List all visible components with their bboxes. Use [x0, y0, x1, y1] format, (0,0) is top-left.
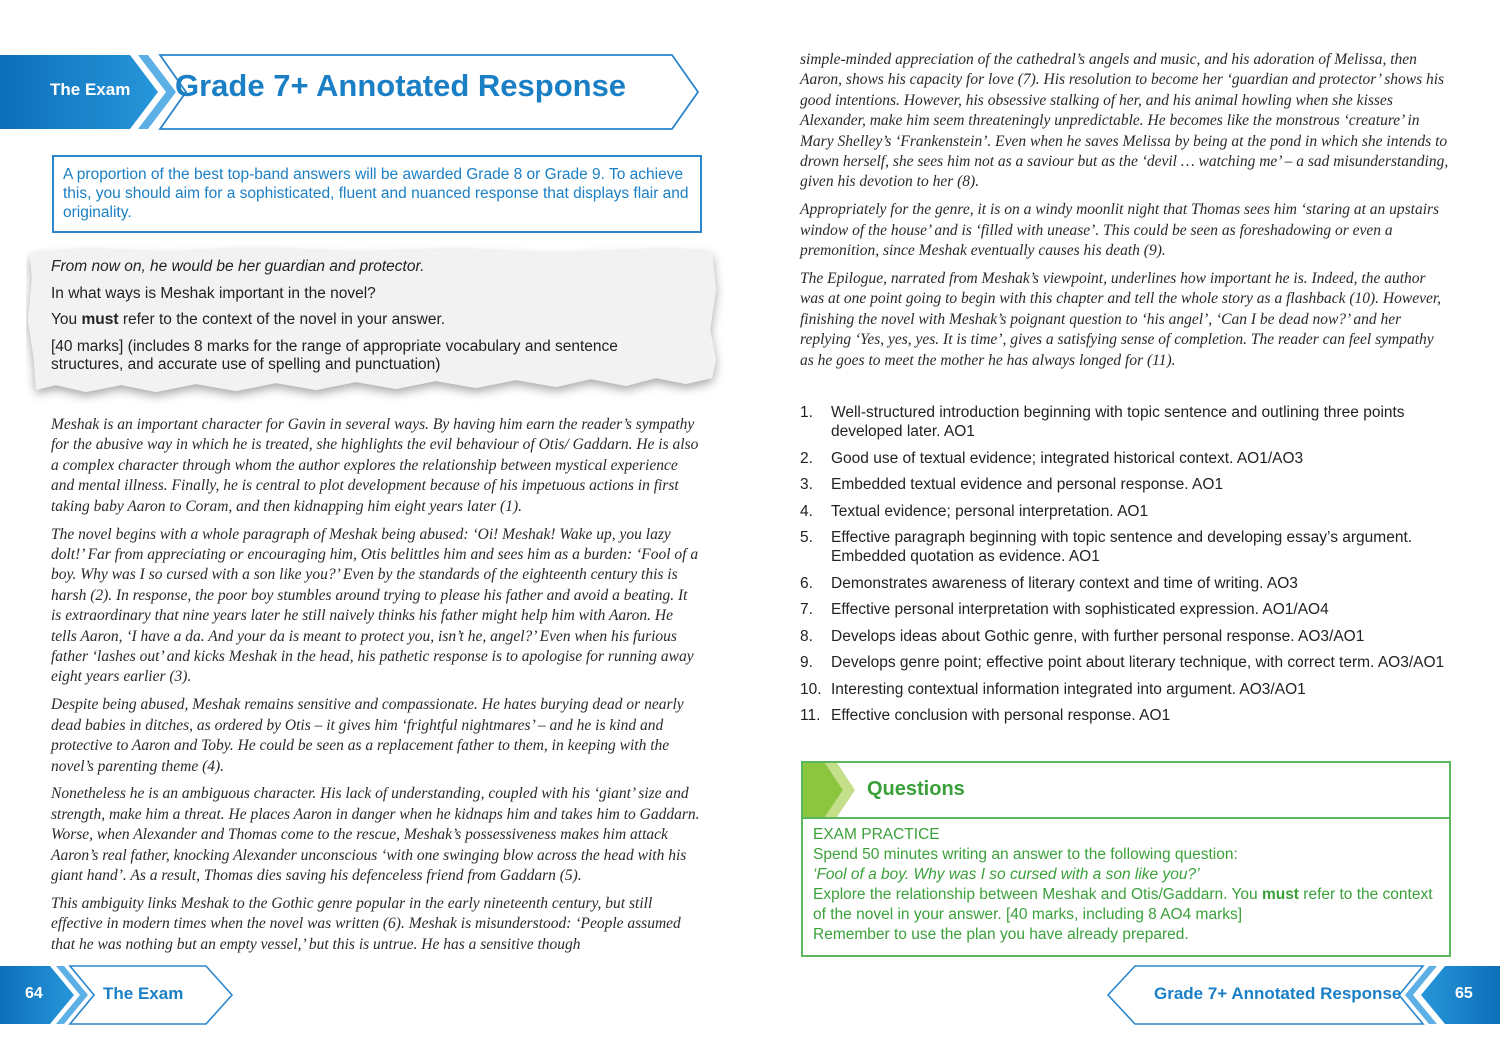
- question-marks: [40 marks] (includes 8 marks for the range of appropriate vocabulary and sentence structures, and accurate use of spelling and punctuation): [51, 337, 618, 373]
- questions-box-body: [813, 825, 1443, 945]
- exam-question: [51, 258, 671, 383]
- practice-line: Remember to use the plan you have already prepared.: [813, 926, 1189, 943]
- question-instruction: You must refer to the context of the novel in your answer.: [51, 311, 446, 328]
- question-quote: From now on, he would be her guardian and protector.: [51, 258, 425, 275]
- essay-paragraph: This ambiguity links Meshak to the Gothic genre popular in the early nineteenth century, but still effective in modern times when the novel was written (6). Meshak is misunderstood: ‘People assumed that he was nothing but an empty vessel,’ but this is untrue. He has a sensitive though: [51, 894, 681, 953]
- annotation-item: 5. Effective paragraph beginning with topic sentence and developing essay’s argument. Embedded quotation as evidence. AO1: [800, 529, 1413, 565]
- page-number-left: 64: [25, 985, 43, 1002]
- annotation-item: 9. Develops genre point; effective point about literary technique, with correct term. AO3/AO1: [800, 654, 1445, 671]
- essay-paragraph: The novel begins with a whole paragraph of Meshak being abused: ‘Oi! Meshak! Wake up, you lazy dolt!’ Far from appreciating or encouraging him, Otis belittles him and sees him as a burden: ‘Fool of a boy. Why was I so cursed with a son like you?’ Even by the standards of the eighteenth century this is harsh (2). In response, the poor boy stumbles around trying to please his father and avoid a beating. It is extraordinary that nine years later he still naively thinks his father might help him with Aaron. He tells Aaron, ‘I have a da. And your da is meant to protect you, isn’t he, angel?’ Even when his furious father ‘lashes out’ and kicks Meshak in the head, his pathetic response is to apologise for running away eight years earlier (3).: [51, 525, 699, 686]
- footer-section-label: The Exam: [103, 984, 184, 1003]
- essay-paragraph: Meshak is an important character for Gavin in several ways. By having him earn the reader’s sympathy for the abusive way in which he is treated, she highlights the evil behaviour of Otis/ Gaddarn. He is also a complex character through whom the author explores the relationship between mystical experience and mental illness. Finally, he is central to plot development because of his impetuous actions in first taking baby Aaron to Coram, and then kidnapping him eight years later (1).: [51, 416, 699, 515]
- essay-left-column: [51, 415, 701, 963]
- questions-chevron-icon: [803, 763, 863, 817]
- essay-paragraph: The Epilogue, narrated from Meshak’s viewpoint, underlines how important he is. Indeed, the author was at one point going to begin with this chapter and tell the whole story as a flashback (10). However, finishing the novel with Meshak’s poignant question to ‘his angel’, ‘Can I be dead now?’ and her replying ‘Yes, yes, yes. It is time’, gives a satisfying sense of completion. The reader can feel sympathy as he goes to meet the mother he has always longed for (11).: [800, 270, 1442, 369]
- annotation-list: [800, 403, 1450, 733]
- annotation-item: 8. Develops ideas about Gothic genre, with further personal response. AO3/AO1: [800, 627, 1365, 645]
- essay-paragraph: Despite being abused, Meshak remains sensitive and compassionate. He hates burying dead or nearly dead babies in ditches, as ordered by Otis – it gives him ‘frightful nightmares’ – and he is kind and protective to Aaron and Toby. He could be seen as a replacement father to them, in keeping with the novel’s parenting theme (4).: [51, 696, 684, 775]
- intro-note-text: A proportion of the best top-band answers will be awarded Grade 8 or Grade 9. To achieve this, you should aim for a sophisticated, fluent and nuanced response that displays flair and originality.: [63, 166, 689, 221]
- question-prompt: In what ways is Meshak important in the novel?: [51, 284, 376, 302]
- annotation-item: 10. Interesting contextual information integrated into argument. AO3/AO1: [800, 680, 1306, 698]
- page-number-right: 65: [1455, 985, 1473, 1002]
- exam-practice-label: EXAM PRACTICE: [813, 826, 940, 843]
- annotation-item: 3. Embedded textual evidence and personal response. AO1: [800, 476, 1224, 493]
- annotation-item: 6. Demonstrates awareness of literary context and time of writing. AO3: [800, 574, 1298, 592]
- questions-box: [801, 761, 1451, 957]
- essay-paragraph: simple-minded appreciation of the cathedral’s angels and music, and his adoration of Melissa, then Aaron, shows his capacity for love (7). His resolution to become her ‘guardian and protector’ shows his good intentions. However, his obsessive stalking of her, and his animal howling when she kisses Alexander, make him seem threateningly unpredictable. He becomes like the monstrous ‘creature’ in Mary Shelley’s ‘Frankenstein’. Even when he saves Melissa by being at the pond in which she intends to drown herself, she sees him not as a saviour but as the ‘devil … watching me’ – a sad misunderstanding, given his devotion to her (8).: [800, 51, 1449, 191]
- annotation-item: 2. Good use of textual evidence; integrated historical context. AO1/AO3: [800, 449, 1304, 467]
- footer-title-label: Grade 7+ Annotated Response: [1154, 984, 1402, 1003]
- practice-quote: ‘Fool of a boy. Why was I so cursed with a son like you?’: [813, 866, 1200, 883]
- questions-box-header: [803, 763, 1449, 819]
- page-title: Grade 7+ Annotated Response: [175, 68, 627, 103]
- essay-paragraph: Nonetheless he is an ambiguous character. His lack of understanding, coupled with his ‘giant’ size and strength, make him a threat. He places Aaron in danger when he kidnaps him and takes him to Gaddarn. Worse, when Alexander and Thomas come to the rescue, Meshak’s possessiveness makes him attack Aaron’s real father, knocking Alexander unconscious ‘with one swinging blow across the head with his giant hand’. As a result, Thomas dies saving his defenceless friend from Gaddarn (5).: [51, 785, 700, 885]
- annotation-item: 1. Well-structured introduction beginning with topic sentence and outlining three points developed later. AO1: [800, 404, 1405, 440]
- header-section-label: The Exam: [50, 80, 131, 99]
- annotation-item: 4. Textual evidence; personal interpretation. AO1: [800, 502, 1149, 520]
- intro-note-box: [52, 155, 702, 233]
- essay-paragraph: Appropriately for the genre, it is on a windy moonlit night that Thomas sees him ‘staring at an upstairs window of the house’ and is ‘filled with unease’. This could be seen as foreshadowing or even a premonition, since Meshak eventually causes his death (9).: [800, 201, 1440, 260]
- practice-line: Explore the relationship between Meshak and Otis/Gaddarn. You must refer to the context of the novel in your answer. [40 marks, including 8 AO4 marks]: [813, 886, 1433, 923]
- questions-box-title: Questions: [867, 778, 965, 800]
- practice-line: Spend 50 minutes writing an answer to the following question:: [813, 846, 1238, 863]
- essay-right-column: [800, 50, 1450, 379]
- annotation-item: 7. Effective personal interpretation with sophisticated expression. AO1/AO4: [800, 601, 1329, 618]
- annotation-item: 11. Effective conclusion with personal response. AO1: [800, 707, 1171, 724]
